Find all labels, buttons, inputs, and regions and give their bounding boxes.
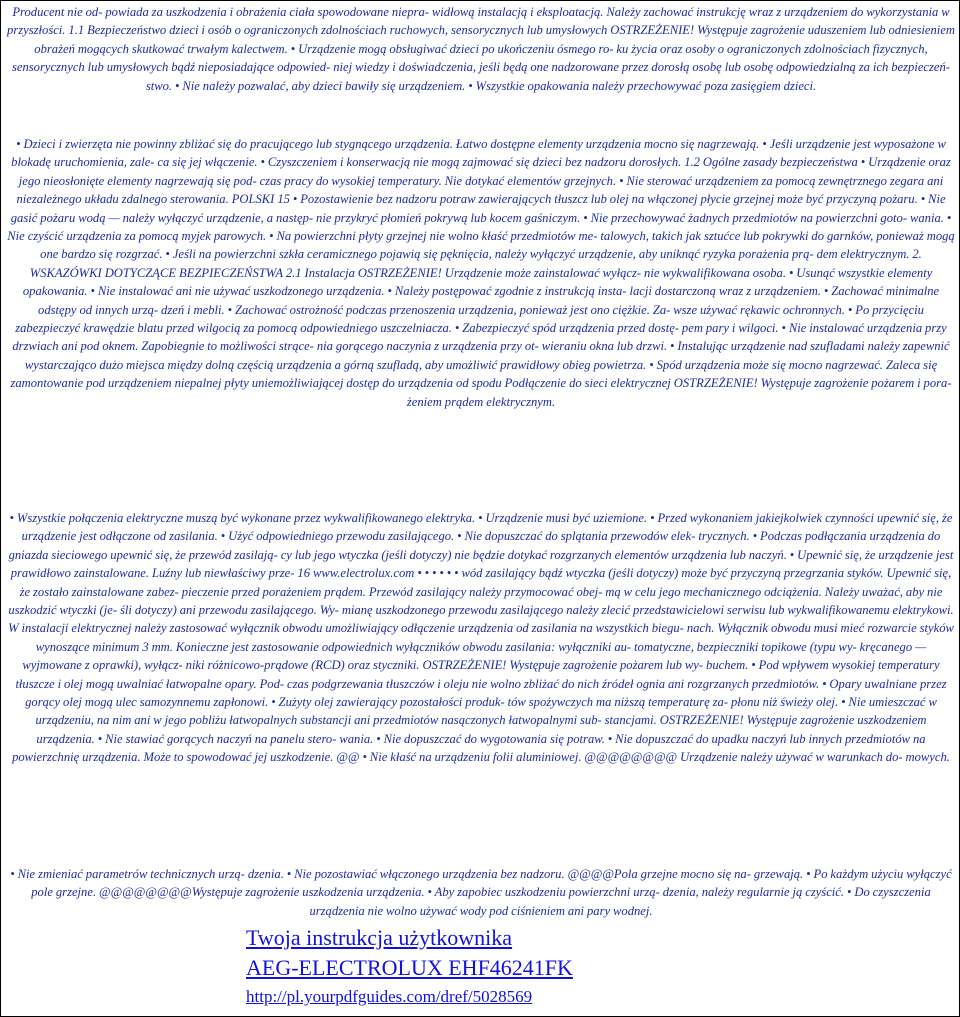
model-link[interactable]: AEG-ELECTROLUX EHF46241FK	[246, 955, 573, 980]
safety-paragraph: Producent nie od- powiada za uszkodzenia i obrażenia ciała spowodowane niepra- widłową instalacją i eksploatacją. Należy zachować instrukcję wraz z urządzeniem do wykorzystania w przyszłości. 1.1 Bezpieczeństwo dzieci i osób o ograniczonych zdolnościach ruchowych, sensorycznych lub umysłowych OSTRZEŻENIE! Występuje zagrożenie uduszeniem lub odniesieniem obrażeń mogących skutkować trwałym kalectwem. • Urządzenie mogą obsługiwać dzieci po ukończeniu ósmego ro- ku życia oraz osoby o ograniczonych zdolnościach fizycznych, sensorycznych lub umysłowych bądź nieposiadające odpowied- niej wiedzy i doświadczenia, jeśli będą one nadzorowane przez dorosłą osobę lub osobę odpowiedzialną za ich bezpieczeń- stwo. • Nie należy pozwalać, aby dzieci bawiły się urządzeniem. • Wszystkie opakowania należy przechowywać poza zasięgiem dzieci.	[7, 5, 955, 93]
safety-paragraph: • Dzieci i zwierzęta nie powinny zbliżać się do pracującego lub stygnącego urządzenia. Łatwo dostępne elementy urządzenia mocno się nagrzewają. • Jeśli urządzenie jest wyposażone w blokadę uruchomienia, zale- ca się jej włączenie. • Czyszczeniem i konserwacją nie mogą zajmować się dzieci bez nadzoru dorosłych. 1.2 Ogólne zasady bezpieczeństwa • Urządzenie oraz jego nieosłonięte elementy nagrzewają się pod- czas pracy do wysokiej temperatury. Nie dotykać elementów grzejnych. • Nie sterować urządzeniem za pomocą zewnętrznego zegara ani niezależnego układu zdalnego sterowania. POLSKI 15 • Pozostawienie bez nadzoru potraw zawierających tłuszcz lub olej na włączonej płycie grzejnej może być przyczyną pożaru. • Nie gasić pożaru wodą — należy wyłączyć urządzenie, a następ- nie przykryć płomień pokrywą lub kocem gaśniczym. • Nie przechowywać żadnych przedmiotów na powierzchni goto- wania. • Nie czyścić urządzenia za pomocą myjek parowych. • Na powierzchni płyty grzejnej nie wolno kłaść przedmiotów me- talowych, takich jak sztućce lub pokrywki do garnków, ponieważ mogą one bardzo się rozgrzać. • Jeśli na powierzchni szkła ceramicznego pojawią się pęknięcia, należy wyłączyć urządzenie, aby uniknąć ryzyka porażenia prą- dem elektrycznym. 2. WSKAZÓWKI DOTYCZĄCE BEZPIECZEŃSTWA 2.1 Instalacja OSTRZEŻENIE! Urządzenie może zainstalować wyłącz- nie wykwalifikowana osoba. • Usunąć wszystkie elementy opakowania. • Nie instalować ani nie używać uszkodzonego urządzenia. • Należy postępować zgodnie z instrukcją insta- lacji dostarczoną wraz z urządzeniem. • Zachować minimalne odstępy od innych urzą- dzeń i mebli. • Zachować ostrożność podczas przenoszenia urządzenia, ponieważ jest ono ciężkie. Za- wsze używać rękawic ochronnych. • Po przycięciu zabezpieczyć krawędzie blatu przed wilgocią za pomocą odpowiedniego uszczelniacza. • Zabezpieczyć spód urządzenia przed dostę- pem pary i wilgoci. • Nie instalować urządzenia przy drzwiach ani pod oknem. Zapobiegnie to możliwości strące- nia gorącego naczynia z urządzenia przy ot- wieraniu okna lub drzwi. • Instalując urządzenie nad szufladami należy zapewnić wystarczająco dużo miejsca między dolną częścią urządzenia a górną szufladą, aby umożliwić prawidłowy obieg powietrza. • Spód urządzenia może się mocno nagrzewać. Zaleca się zamontowanie pod urządzeniem niepalnej płyty uniemożliwiającej dostęp do urządzenia od spodu Podłączenie do sieci elektrycznej OSTRZEŻENIE! Występuje zagrożenie pożarem i pora- żeniem prądem elektrycznym.	[7, 137, 955, 409]
url-link[interactable]: http://pl.yourpdfguides.com/dref/5028569	[246, 987, 533, 1006]
footer-links	[246, 923, 746, 1009]
manual-link[interactable]: Twoja instrukcja użytkownika	[246, 925, 513, 950]
safety-paragraph: • Nie zmieniać parametrów technicznych urzą- dzenia. • Nie pozostawiać włączonego urządzenia bez nadzoru. @@@@Pola grzejne mocno się na- grzewają. • Po każdym użyciu wyłączyć pole grzejne. @@@@@@@@Występuje zagrożenie uszkodzenia urządzenia. • Aby zapobiec uszkodzeniu powierzchni urzą- dzenia, należy regularnie ją czyścić. • Do czyszczenia urządzenia nie wolno używać wody pod ciśnieniem ani pary wodnej.	[10, 867, 952, 918]
safety-paragraph: • Wszystkie połączenia elektryczne muszą być wykonane przez wykwalifikowanego elektryka. • Urządzenie musi być uziemione. • Przed wykonaniem jakiejkolwiek czynności upewnić się, że urządzenie jest odłączone od zasilania. • Użyć odpowiedniego przewodu zasilającego. • Nie dopuszczać do splątania przewodów elek- trycznych. • Podczas podłączania urządzenia do gniazda sieciowego upewnić się, że przewód zasilają- cy lub jego wtyczka (jeśli dotyczy) nie będzie dotykać rozgrzanych elementów urządzenia lub naczyń. • Upewnić się, że urządzenie jest prawidłowo zainstalowane. Luźny lub niewłaściwy prze- 16 www.electrolux.com • • • • • • wód zasilający bądź wtyczka (jeśli dotyczy) może być przyczyną przegrzania styków. Upewnić się, że zostało zainstalowane zabez- pieczenie przed porażeniem prądem. Przewód zasilający należy przymocować obej- mą w celu jego mechanicznego odciążenia. Należy uważać, aby nie uszkodzić wtyczki (je- śli dotyczy) ani przewodu zasilającego. Wy- mianę uszkodzonego przewodu zasilającego należy zlecić przedstawicielowi serwisu lub wykwalifikowanemu elektrykowi. W instalacji elektrycznej należy zastosować wyłącznik obwodu umożliwiający odłączenie urządzenia od zasilania na wszystkich biegu- nach. Wyłącznik obwodu musi mieć rozwarcie styków wynoszące minimum 3 mm. Konieczne jest zastosowanie odpowiednich wyłączników obwodu zasilania: wyłączniki au- tomatyczne, bezpieczniki topikowe (typu wy- kręcanego — wyjmowane z oprawki), wyłącz- niki różnicowo-prądowe (RCD) oraz styczniki. OSTRZEŻENIE! Występuje zagrożenie pożarem lub wy- buchem. • Pod wpływem wysokiej temperatury tłuszcze i olej mogą uwalniać łatwopalne opary. Pod- czas podgrzewania tłuszczów i oleju nie wolno zbliżać do nich źródeł ognia ani rozgrzanych przedmiotów. • Opary uwalniane przez gorący olej mogą ulec samozynnemu zapłonowi. • Zużyty olej zawierający pozostałości produk- tów spożywczych ma niższą temperaturę za- płonu niż świeży olej. • Nie umieszczać w urządzeniu, na nim ani w jego pobliżu łatwopalnych substancji ani przedmiotów nasączonych łatwopalnymi sub- stancjami. OSTRZEŻENIE! Występuje zagrożenie uszkodzeniem urządzenia. • Nie stawiać gorących naczyń na panelu stero- wania. • Nie dopuszczać do wygotowania się potraw. • Nie dopuszczać do upadku naczyń lub innych przedmiotów na powierzchnię urządzenia. Może to spowodować jej uszkodzenie. @@ • Nie kłaść na urządzeniu folii aluminiowej. @@@@@@@@ Urządzenie należy używać w warunkach do- mowych.	[8, 511, 954, 765]
